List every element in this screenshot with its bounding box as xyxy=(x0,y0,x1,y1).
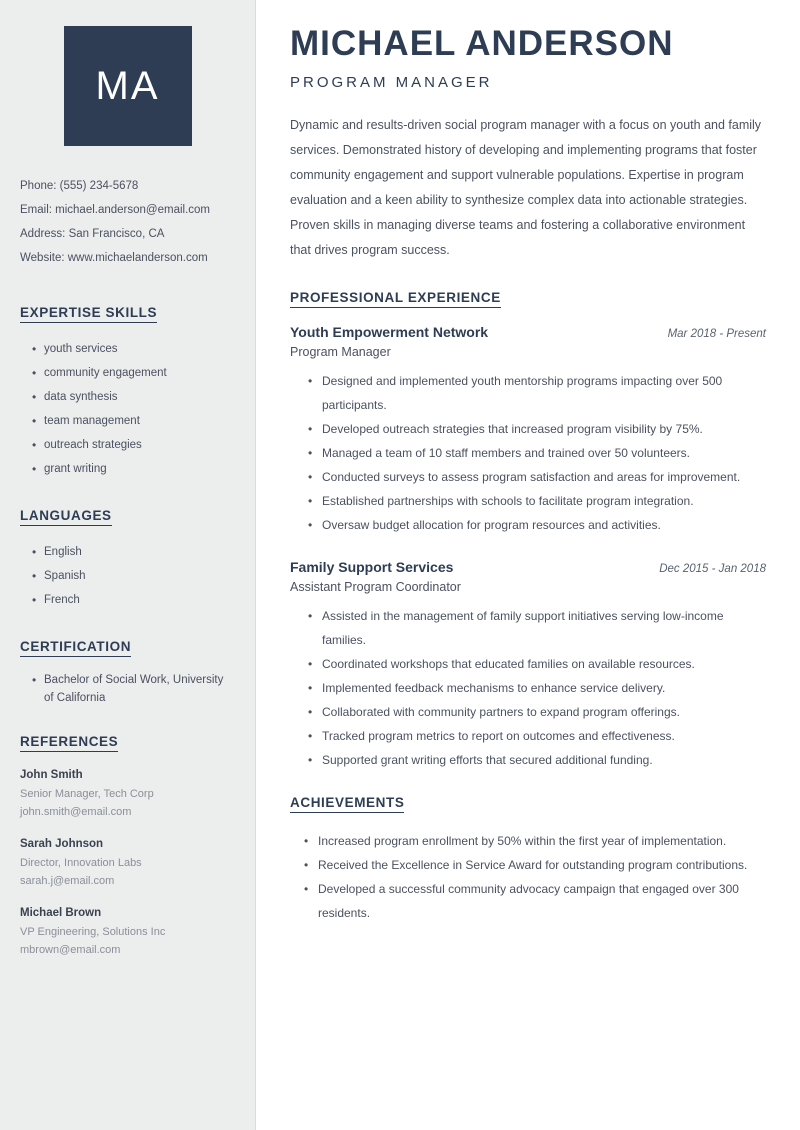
list-item: • outreach strategies xyxy=(34,433,235,457)
list-item: • grant writing xyxy=(34,457,235,481)
contact-phone: Phone: (555) 234-5678 xyxy=(20,180,139,192)
experience-entry xyxy=(290,559,766,772)
contact-email: Email: michael.anderson@email.com xyxy=(20,204,210,216)
list-item: • Oversaw budget allocation for program resources and activities. xyxy=(308,513,766,537)
list-item: • data synthesis xyxy=(34,385,235,409)
experience-entry-header xyxy=(290,324,766,340)
languages-heading: LANGUAGES xyxy=(20,508,112,526)
monogram-wrapper xyxy=(20,26,235,146)
skills-list xyxy=(20,337,235,481)
list-item: • French xyxy=(34,588,235,612)
reference-role: Senior Manager, Tech Corp xyxy=(20,788,154,800)
list-item: • Implemented feedback mechanisms to enhance service delivery. xyxy=(308,676,766,700)
experience-position: Assistant Program Coordinator xyxy=(290,580,461,594)
list-item: • Established partnerships with schools to facilitate program integration. xyxy=(308,489,766,513)
reference-role: Director, Innovation Labs xyxy=(20,857,142,869)
list-item: • youth services xyxy=(34,337,235,361)
reference-email: sarah.j@email.com xyxy=(20,875,115,887)
main-content xyxy=(256,0,800,1130)
reference-name: Sarah Johnson xyxy=(20,838,104,850)
list-item: • Developed a successful community advocacy campaign that engaged over 300 residents. xyxy=(304,877,766,925)
skills-heading: EXPERTISE SKILLS xyxy=(20,305,157,323)
languages-list xyxy=(20,540,235,612)
list-item: • community engagement xyxy=(34,361,235,385)
experience-company: Family Support Services xyxy=(290,559,454,575)
list-item: • Collaborated with community partners to expand program offerings. xyxy=(308,700,766,724)
list-item: • team management xyxy=(34,409,235,433)
skills-section xyxy=(20,304,235,481)
sidebar xyxy=(0,0,256,1130)
list-item: • Assisted in the management of family support initiatives serving low-income families. xyxy=(308,604,766,652)
experience-heading: PROFESSIONAL EXPERIENCE xyxy=(290,290,501,308)
list-item: • Supported grant writing efforts that secured additional funding. xyxy=(308,748,766,772)
experience-bullets xyxy=(290,604,766,772)
list-item: • Designed and implemented youth mentorship programs impacting over 500 participants. xyxy=(308,369,766,417)
experience-dates: Mar 2018 - Present xyxy=(667,328,766,340)
contact-website: Website: www.michaelanderson.com xyxy=(20,252,208,264)
achievements-heading: ACHIEVEMENTS xyxy=(290,795,404,813)
avatar-monogram: MA xyxy=(64,26,192,146)
reference-item xyxy=(20,766,235,821)
list-item: • English xyxy=(34,540,235,564)
reference-name: John Smith xyxy=(20,769,83,781)
achievements-list xyxy=(290,829,766,925)
reference-email: mbrown@email.com xyxy=(20,944,121,956)
contact-address: Address: San Francisco, CA xyxy=(20,228,165,240)
reference-item xyxy=(20,835,235,890)
references-section xyxy=(20,733,235,959)
experience-section xyxy=(290,289,766,772)
reference-role: VP Engineering, Solutions Inc xyxy=(20,926,166,938)
experience-entry-header xyxy=(290,559,766,575)
list-item: • Bachelor of Social Work, University of California xyxy=(34,671,235,707)
list-item: • Increased program enrollment by 50% within the first year of implementation. xyxy=(304,829,766,853)
reference-email: john.smith@email.com xyxy=(20,806,132,818)
professional-summary: Dynamic and results-driven social program manager with a focus on youth and family services. Demonstrated history of developing and implementing programs that foster community engagement and support vulnerable populations. Expertise in program evaluation and a keen ability to synthesize complex data into actionable strategies. Proven skills in managing diverse teams and fostering a collaborative environment that drives program success. xyxy=(290,118,762,257)
list-item: • Received the Excellence in Service Award for outstanding program contributions. xyxy=(304,853,766,877)
certification-list xyxy=(20,671,235,707)
reference-name: Michael Brown xyxy=(20,907,102,919)
list-item: • Developed outreach strategies that increased program visibility by 75%. xyxy=(308,417,766,441)
experience-bullets xyxy=(290,369,766,537)
languages-section xyxy=(20,507,235,612)
experience-company: Youth Empowerment Network xyxy=(290,324,489,340)
references-heading: REFERENCES xyxy=(20,734,118,752)
contact-list xyxy=(20,174,235,270)
experience-dates: Dec 2015 - Jan 2018 xyxy=(659,563,766,575)
achievements-section xyxy=(290,794,766,925)
list-item: • Tracked program metrics to report on outcomes and effectiveness. xyxy=(308,724,766,748)
header-job-title: PROGRAM MANAGER xyxy=(290,74,493,91)
page-title: MICHAEL ANDERSON xyxy=(290,24,674,63)
certification-section xyxy=(20,638,235,707)
experience-entry xyxy=(290,324,766,537)
list-item: • Conducted surveys to assess program satisfaction and areas for improvement. xyxy=(308,465,766,489)
list-item: • Managed a team of 10 staff members and trained over 50 volunteers. xyxy=(308,441,766,465)
certification-heading: CERTIFICATION xyxy=(20,639,131,657)
reference-item xyxy=(20,904,235,959)
experience-position: Program Manager xyxy=(290,345,391,359)
list-item: • Spanish xyxy=(34,564,235,588)
list-item: • Coordinated workshops that educated families on available resources. xyxy=(308,652,766,676)
